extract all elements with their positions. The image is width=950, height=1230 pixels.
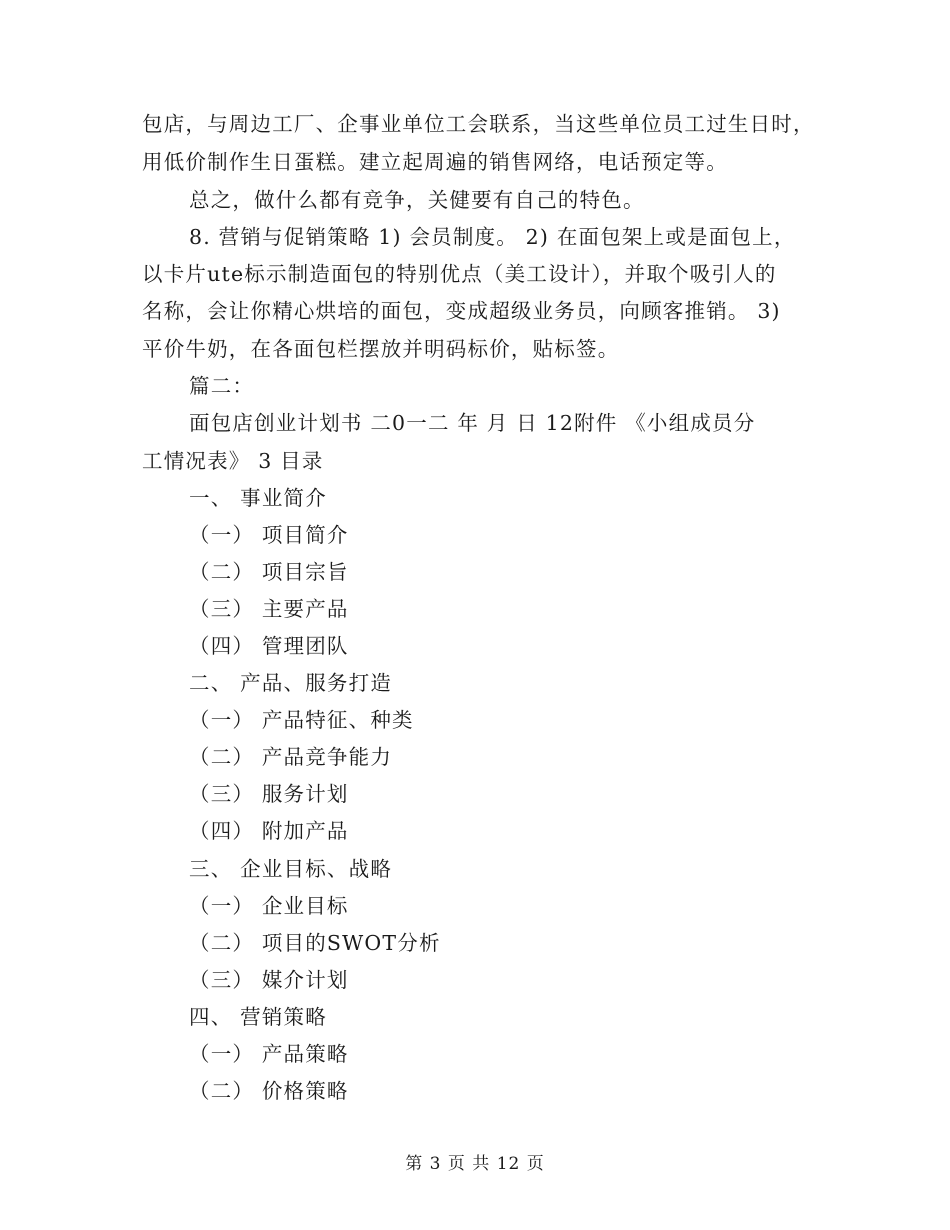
- toc-chapter: 四、 营销策略: [189, 1005, 327, 1029]
- toc-chapter: 三、 企业目标、战略: [189, 857, 393, 881]
- toc-item: （四） 附加产品: [189, 819, 349, 843]
- toc-item: （三） 服务计划: [189, 782, 349, 806]
- toc-item: （一） 企业目标: [189, 894, 349, 918]
- body-line: 以卡片ute标示制造面包的特别优点（美工设计），并取个吸引人的: [142, 262, 777, 286]
- toc-item: （一） 项目简介: [189, 523, 349, 547]
- toc-item: （一） 产品特征、种类: [189, 708, 414, 732]
- section-heading: 篇二：: [189, 374, 255, 398]
- toc-item: （三） 媒介计划: [189, 968, 349, 992]
- toc-item: （二） 产品竞争能力: [189, 745, 393, 769]
- body-line: 包店，与周边工厂、企事业单位工会联系，当这些单位员工过生日时，: [142, 112, 815, 136]
- page-footer: 第 3 页 共 12 页: [405, 1154, 545, 1174]
- toc-item: （三） 主要产品: [189, 597, 349, 621]
- toc-item: （二） 项目宗旨: [189, 560, 349, 584]
- body-line: 名称，会让你精心烘培的面包，变成超级业务员，向顾客推销。 3): [142, 299, 781, 323]
- body-line: 面包店创业计划书 二0一二 年 月 日 12附件 《小组成员分: [189, 411, 756, 435]
- toc-chapter: 二、 产品、服务打造: [189, 671, 393, 695]
- toc-item: （二） 价格策略: [189, 1079, 349, 1103]
- toc-item: （四） 管理团队: [189, 634, 349, 658]
- toc-item: （一） 产品策略: [189, 1042, 349, 1066]
- body-line: 8. 营销与促销策略 1) 会员制度。 2) 在面包架上或是面包上，: [189, 225, 796, 249]
- toc-item: （二） 项目的SWOT分析: [189, 931, 441, 955]
- body-line: 用低价制作生日蛋糕。建立起周遍的销售网络，电话预定等。: [142, 150, 728, 174]
- toc-chapter: 一、 事业简介: [189, 486, 327, 510]
- body-line: 总之，做什么都有竞争，关健要有自己的特色。: [189, 188, 645, 212]
- body-line: 平价牛奶，在各面包栏摆放并明码标价，贴标签。: [142, 337, 620, 361]
- body-line: 工情况表》 3 目录: [142, 449, 324, 473]
